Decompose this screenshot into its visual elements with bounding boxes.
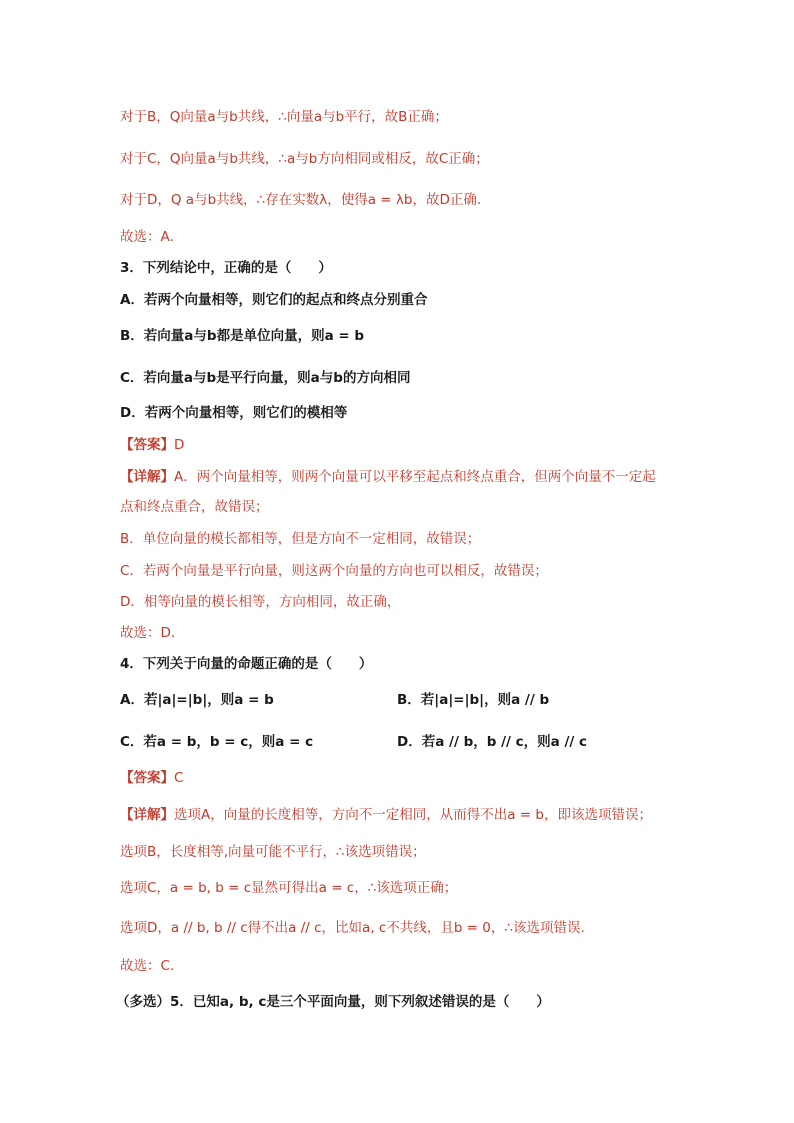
answer-tag: 【答案】 <box>120 437 174 453</box>
answer-tag: 【答案】 <box>120 770 174 786</box>
question-3-option-b: B．若向量a与b都是单位向量，则a = b <box>120 328 365 344</box>
question-3-detail-c: C．若两个向量是平行向量，则这两个向量的方向也可以相反，故错误； <box>120 563 548 579</box>
question-3-detail-a1 <box>120 467 656 487</box>
question-3-option-d: D．若两个向量相等，则它们的模相等 <box>120 405 348 421</box>
question-3-option-c: C．若向量a与b是平行向量，则a与b的方向相同 <box>120 370 411 386</box>
solution-line-d: 对于D，Q a与b共线，∴存在实数λ，使得a = λb，故D正确. <box>120 192 482 208</box>
question-3-option-a: A．若两个向量相等，则它们的起点和终点分别重合 <box>120 292 428 308</box>
detail-text: 选项A，向量的长度相等，方向不一定相同，从而得不出a = b，即该选项错误； <box>174 807 652 823</box>
question-4-title: 4．下列关于向量的命题正确的是（ ） <box>120 656 373 672</box>
detail-text: A．两个向量相等，则两个向量可以平移至起点和终点重合，但两个向量不一定起 <box>174 469 656 485</box>
answer-value: C <box>174 770 184 786</box>
question-4-option-c: C．若a = b，b = c，则a = c <box>120 734 314 750</box>
question-4-option-b: B．若|a|=|b|，则a // b <box>397 692 550 708</box>
question-3-detail-d: D．相等向量的模长相等，方向相同，故正确， <box>120 594 401 610</box>
question-4-answer <box>120 768 183 788</box>
solution-line-b: 对于B，Q向量a与b共线，∴向量a与b平行，故B正确； <box>120 109 448 125</box>
question-4-option-d: D．若a // b，b // c，则a // c <box>397 734 588 750</box>
question-4-detail-3: 选项C，a = b, b = c显然可得出a = c，∴该选项正确； <box>120 880 458 896</box>
solution-line-c: 对于C，Q向量a与b共线，∴a与b方向相同或相反，故C正确； <box>120 151 489 167</box>
question-4-detail-4: 选项D，a // b, b // c得不出a // c，比如a, c不共线，且b = 0，∴该选项错误. <box>120 920 585 936</box>
question-3-choice: 故选：D. <box>120 625 176 641</box>
question-3-title: 3．下列结论中，正确的是（ ） <box>120 260 332 276</box>
question-5-title: （多选）5．已知a, b, c是三个平面向量，则下列叙述错误的是（ ） <box>116 994 550 1010</box>
question-4-detail-2: 选项B，长度相等,向量可能不平行，∴该选项错误； <box>120 844 426 860</box>
answer-value: D <box>174 437 185 453</box>
detail-tag: 【详解】 <box>120 469 174 485</box>
question-3-detail-b: B．单位向量的模长都相等，但是方向不一定相同，故错误； <box>120 531 481 547</box>
question-3-answer <box>120 435 184 455</box>
question-4-option-a: A．若|a|=|b|，则a = b <box>120 692 274 708</box>
question-3-detail-a2: 点和终点重合，故错误； <box>120 499 269 515</box>
question-4-detail-1 <box>120 805 652 825</box>
answer-choice-line: 故选：A. <box>120 229 174 245</box>
detail-tag: 【详解】 <box>120 807 174 823</box>
question-4-choice: 故选：C. <box>120 958 175 974</box>
